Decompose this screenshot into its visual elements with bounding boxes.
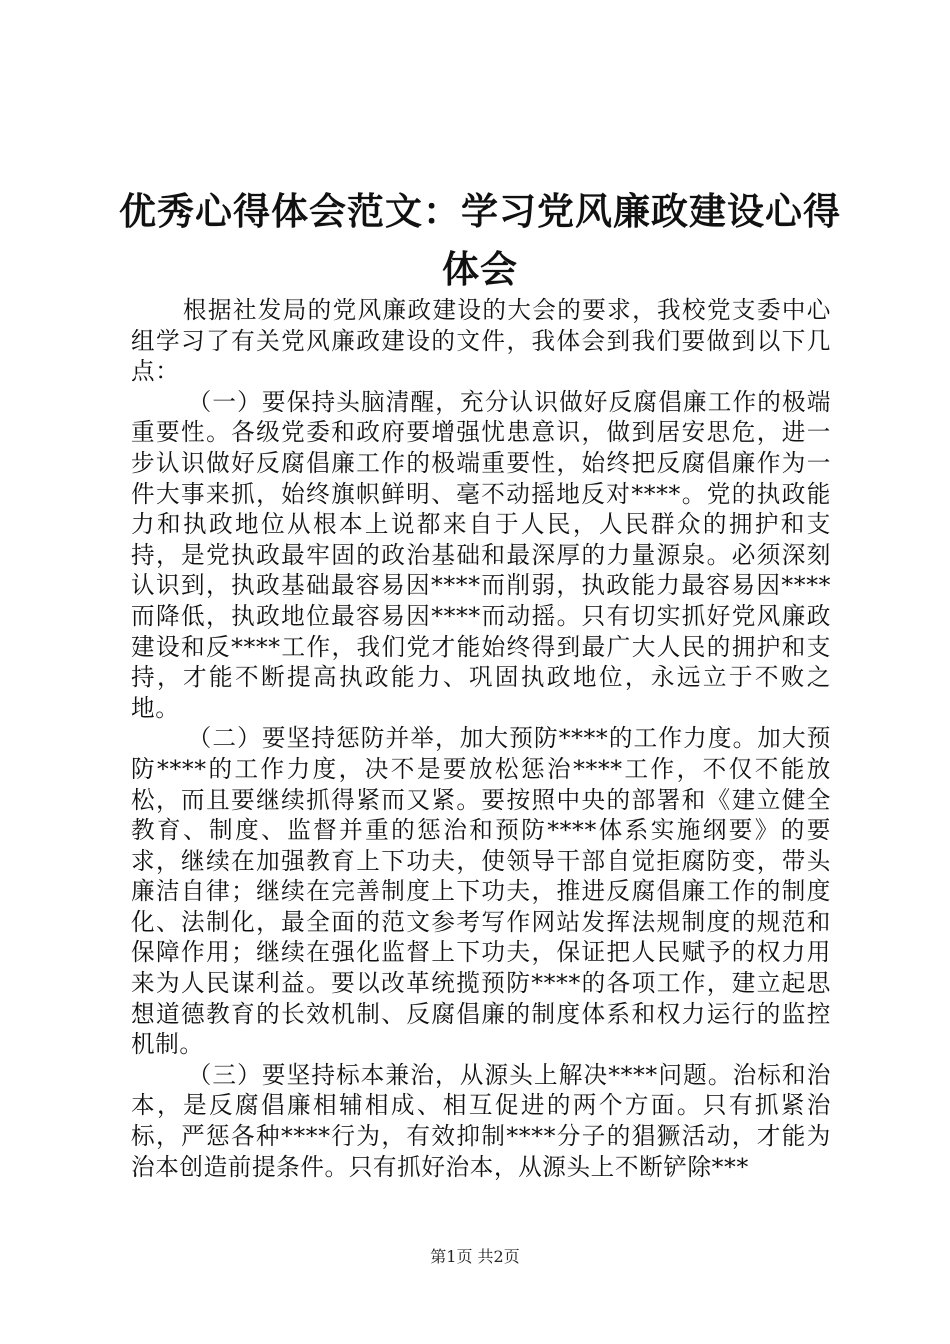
paragraph-point-1: （一）要保持头脑清醒，充分认识做好反腐倡廉工作的极端重要性。各级党委和政府要增强忧患意识，做到居安思危，进一步认识做好反腐倡廉工作的极端重要性，始终把反腐倡廉作为一件大事来抓，始终旗帜鲜明、毫不动摇地反对****。党的执政能力和执政地位从根本上说都来自于人民，人民群众的拥护和支持，是党执政最牢固的政治基础和最深厚的力量源泉。必须深刻认识到，执政基础最容易因****而削弱，执政能力最容易因****而降低，执政地位最容易因****而动摇。只有切实抓好党风廉政建设和反****工作，我们党才能始终得到最广大人民的拥护和支持，才能不断提高执政能力、巩固执政地位，永远立于不败之地。 xyxy=(131,387,831,722)
paragraph-point-3: （三）要坚持标本兼治，从源头上解决****问题。治标和治本，是反腐倡廉相辅相成、相互促进的两个方面。只有抓紧治标，严惩各种****行为，有效抑制****分子的猖獗活动，才能为治本创造前提条件。只有抓好治本，从源头上不断铲除*** xyxy=(131,1060,831,1181)
page-footer xyxy=(0,1244,950,1267)
document-title: 优秀心得体会范文：学习党风廉政建设心得体会 xyxy=(119,190,841,291)
document-body xyxy=(131,295,831,1182)
paragraph-point-2: （二）要坚持惩防并举，加大预防****的工作力度。加大预防****的工作力度，决不是要放松惩治****工作，不仅不能放松，而且要继续抓得紧而又紧。要按照中央的部署和《建立健全教育、制度、监督并重的惩治和预防****体系实施纲要》的要求，继续在加强教育上下功夫，使领导干部自觉拒腐防变，带头廉洁自律；继续在完善制度上下功夫，推进反腐倡廉工作的制度化、法制化，最全面的范文参考写作网站发挥法规制度的规范和保障作用；继续在强化监督上下功夫，保证把人民赋予的权力用来为人民谋利益。要以改革统揽预防****的各项工作，建立起思想道德教育的长效机制、反腐倡廉的制度体系和权力运行的监控机制。 xyxy=(131,724,831,1059)
paragraph-intro: 根据社发局的党风廉政建设的大会的要求，我校党支委中心组学习了有关党风廉政建设的文件，我体会到我们要做到以下几点： xyxy=(131,296,831,386)
page-number: 第1页 共2页 xyxy=(430,1247,520,1266)
